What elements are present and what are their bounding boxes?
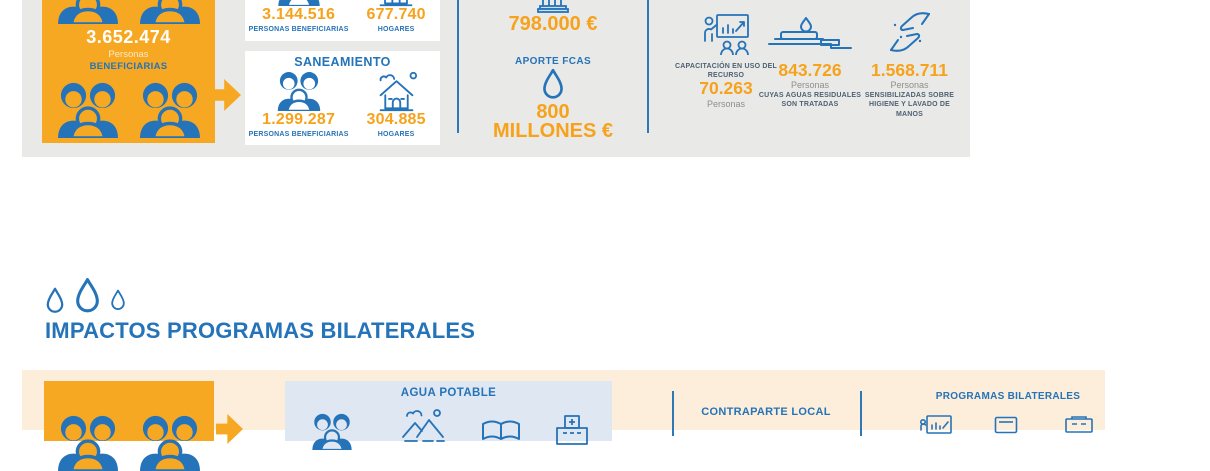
agua-potable-box — [285, 381, 612, 441]
aporte-amount-800: 800 — [536, 101, 570, 123]
bank-building-icon — [459, 0, 647, 13]
stat-value: 70.263 — [699, 78, 753, 98]
aporte-top-amount: 798.000 € — [508, 13, 598, 35]
beneficiaries-box-bilateral — [44, 381, 214, 441]
family-group-icon — [135, 80, 205, 138]
stat-caption: CAPACITACIÓN EN USO DEL RECURSO — [675, 63, 777, 80]
saneamiento-title: SANEAMIENTO — [294, 55, 391, 69]
stat-unit: Personas — [890, 80, 929, 90]
aporte-fcas-column — [459, 0, 647, 157]
handwashing-icon — [857, 12, 962, 52]
personas-beneficiarias-caption: PERSONAS BENEFICIARIAS — [248, 26, 349, 33]
stat-higiene — [857, 0, 962, 157]
top-summary-panel — [22, 0, 970, 157]
mountains-water-icon — [401, 407, 447, 443]
saneamiento-stats-box — [245, 51, 440, 145]
family-group-icon — [135, 413, 205, 471]
three-drops-icon — [45, 277, 126, 314]
health-center-icon — [555, 415, 589, 445]
stat-value: 1.568.711 — [871, 60, 948, 80]
stat-aguas-residuales — [755, 0, 865, 157]
document-icon — [994, 416, 1018, 434]
family-group-icon — [273, 70, 325, 111]
saneamiento-values — [245, 111, 440, 138]
personas-beneficiarias-value: 1.299.287 — [262, 111, 336, 128]
family-group-icons-bottom — [42, 80, 215, 138]
personas-beneficiarias-value: 3.144.516 — [262, 6, 336, 23]
hogares-caption: HOGARES — [377, 131, 415, 138]
beneficiaries-total-value: 3.652.474 — [86, 27, 171, 47]
family-group-icon — [135, 0, 205, 24]
hogares-caption: HOGARES — [377, 26, 415, 33]
family-group-icon — [53, 413, 123, 471]
family-group-icon — [53, 80, 123, 138]
water-drop-icon — [74, 277, 101, 314]
water-drop-icon — [110, 289, 126, 311]
family-group-icons — [44, 413, 214, 471]
contraparte-local-label: CONTRAPARTE LOCAL — [701, 406, 831, 418]
family-group-icons-top — [42, 0, 215, 24]
agua-potable-title: AGUA POTABLE — [400, 387, 497, 399]
arrow-right-icon — [216, 414, 243, 444]
presentation-chart-icon — [920, 414, 952, 438]
family-group-icon — [309, 412, 355, 450]
building-icon — [1064, 415, 1094, 433]
stat-caption: CUYAS AGUAS RESIDUALES SON TRATADAS — [758, 92, 862, 109]
personas-beneficiarias-caption: PERSONAS BENEFICIARIAS — [248, 131, 349, 138]
stat-caption: SENSIBILIZADAS SOBRE HIGIENE Y LAVADO DE MANOS — [864, 92, 955, 118]
beneficiaries-label-personas: Personas — [108, 49, 149, 60]
agua-stats-values — [245, 6, 440, 33]
house-icon — [374, 70, 419, 113]
hogares-value: 677.740 — [366, 6, 426, 23]
hogares-value: 304.885 — [366, 111, 426, 128]
arrow-right-icon — [212, 79, 241, 111]
water-drop-icon — [459, 68, 647, 100]
stat-unit: Personas — [706, 99, 746, 109]
agua-stats-box — [245, 0, 440, 41]
stat-value: 843.726 — [778, 60, 842, 80]
wastewater-treatment-icon — [755, 17, 865, 53]
water-drop-icon — [45, 287, 65, 314]
family-group-icon — [53, 0, 123, 24]
beneficiaries-total-box — [42, 0, 215, 143]
saneamiento-icons — [245, 70, 440, 113]
stat-unit: Personas — [790, 80, 830, 90]
open-book-icon — [481, 418, 521, 444]
divider-line — [647, 0, 649, 133]
beneficiaries-label-beneficiarias: BENEFICIARIAS — [89, 61, 168, 72]
divider-line — [860, 391, 862, 436]
section-title: IMPACTOS PROGRAMAS BILATERALES — [45, 318, 476, 343]
programas-bilaterales-label: PROGRAMAS BILATERALES — [935, 391, 1081, 402]
aporte-amount-millones: MILLONES € — [492, 120, 613, 142]
bilateral-programs-panel — [22, 370, 1105, 430]
aporte-fcas-label: APORTE FCAS — [514, 56, 592, 67]
